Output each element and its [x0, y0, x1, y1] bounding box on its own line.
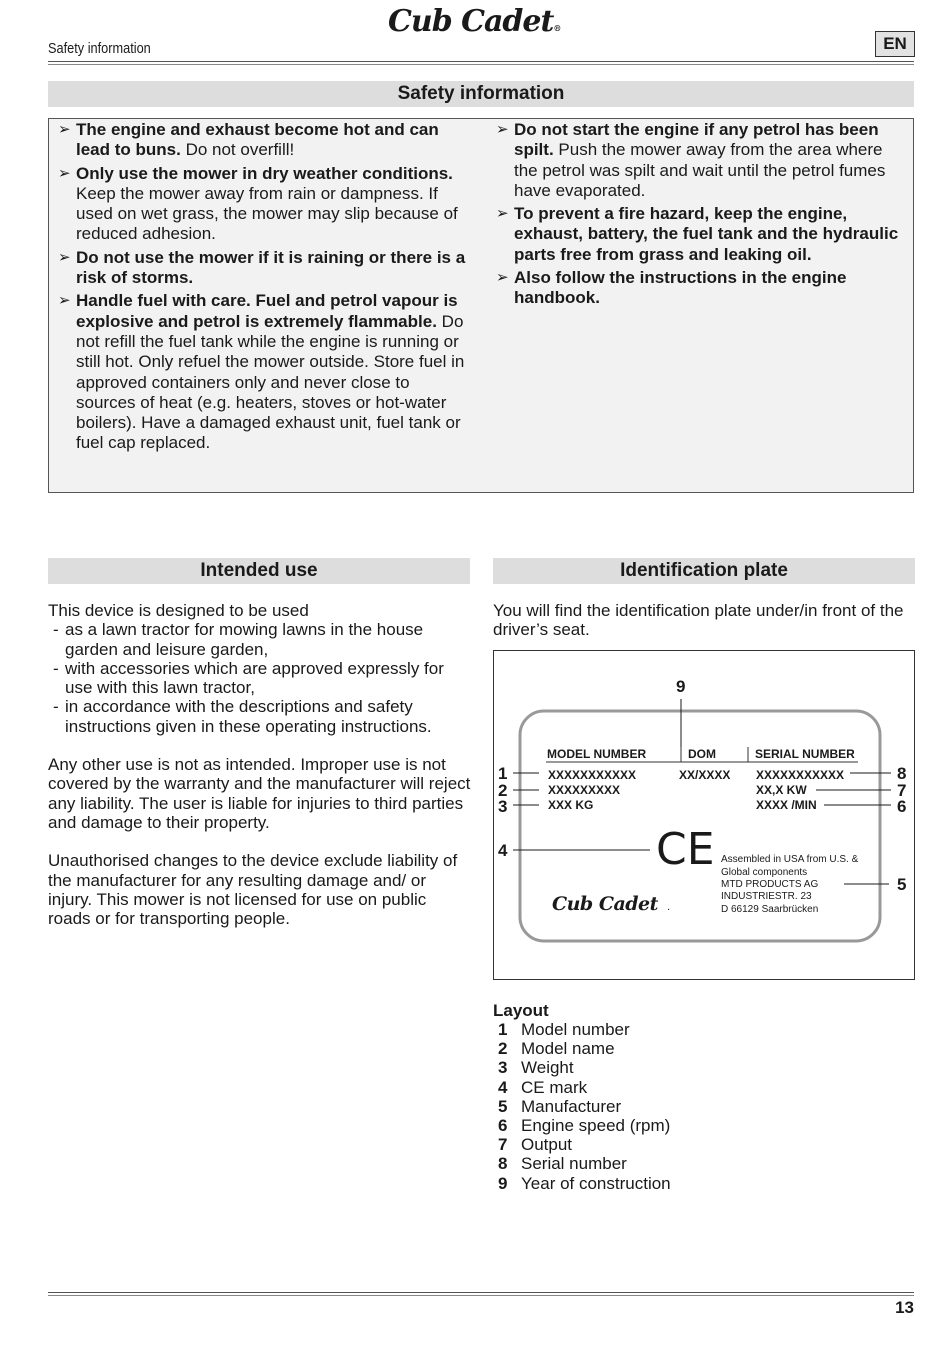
- header-section-label: Safety information: [48, 40, 151, 57]
- safety-right-column: [492, 120, 910, 312]
- layout-item: 7 Output: [498, 1135, 573, 1155]
- language-badge: EN: [875, 31, 915, 57]
- callout-7: 7: [897, 781, 907, 800]
- layout-title: Layout: [493, 1001, 549, 1020]
- layout-item: 3 Weight: [498, 1058, 574, 1078]
- safety-left-column: [54, 120, 472, 457]
- intended-use-title: Intended use: [48, 558, 470, 584]
- plate-serial-number-label: SERIAL NUMBER: [755, 747, 855, 761]
- callout-5: 5: [897, 875, 907, 894]
- layout-item: 2 Model name: [498, 1039, 615, 1059]
- footer-divider: [48, 1292, 914, 1293]
- intended-use-item: - in accordance with the descriptions and safety instructions given in these operating instructions.: [53, 697, 432, 736]
- plate-dom-label: DOM: [688, 747, 716, 761]
- header-divider: [48, 61, 914, 62]
- intended-use-item: - as a lawn tractor for mowing lawns in the house garden and leisure garden,: [53, 620, 424, 659]
- page-number: 13: [895, 1298, 914, 1317]
- intended-use-paragraph: Any other use is not as intended. Improper use is not covered by the warranty and the manufacturer will reject any liability. The user is liable for injuries to third parties and damage to their property.: [48, 755, 471, 832]
- header-divider-secondary: [48, 64, 914, 65]
- plate-output-value: XX,X KW: [756, 783, 807, 797]
- svg-text:Assembled in USA from U.S. &: Assembled in USA from U.S. &: [721, 854, 859, 865]
- registered-mark: ®: [553, 23, 561, 33]
- arrow-bullet-icon: ➢: [496, 205, 509, 223]
- callout-6: 6: [897, 797, 907, 816]
- layout-item: 9 Year of construction: [498, 1173, 671, 1193]
- callout-8: 8: [897, 764, 907, 783]
- svg-text:INDUSTRIESTR. 23: INDUSTRIESTR. 23: [721, 891, 812, 902]
- callout-4: 4: [498, 841, 508, 860]
- footer-divider-secondary: [48, 1295, 914, 1296]
- safety-section-title: Safety information: [48, 81, 914, 107]
- plate-model-number-value: XXXXXXXXXXX: [548, 768, 637, 782]
- layout-item: 4 CE mark: [498, 1077, 588, 1097]
- safety-bullet: ➢ Do not start the engine if any petrol has been spilt. Push the mower away from the area where the petrol was spilt and wait until the petrol fumes have evaporated.: [496, 120, 886, 200]
- callout-3: 3: [498, 797, 508, 816]
- safety-bullet: ➢ Do not use the mower if it is raining or there is a risk of storms.: [58, 247, 466, 288]
- intended-use-intro: This device is designed to be used: [48, 601, 309, 620]
- arrow-bullet-icon: ➢: [496, 269, 509, 287]
- plate-logo-mark: .: [667, 902, 671, 913]
- safety-bullet: ➢ Only use the mower in dry weather conditions. Keep the mower away from rain or dampness. If used on wet grass, the mower may slip because of reduced adhesion.: [58, 163, 458, 244]
- brand-logo: Cub Cadet®: [388, 4, 561, 39]
- layout-item: 6 Engine speed (rpm): [498, 1116, 671, 1136]
- safety-bullet: ➢ To prevent a fire hazard, keep the engine, exhaust, battery, the fuel tank and the hydraulic parts free from grass and leaking oil.: [496, 204, 899, 264]
- plate-serial-value: XXXXXXXXXXX: [756, 768, 845, 782]
- svg-text:Global components: Global components: [721, 867, 808, 878]
- plate-weight-value: XXX KG: [548, 798, 594, 812]
- identification-title: Identification plate: [493, 558, 915, 584]
- layout-list: [493, 1020, 671, 1193]
- ce-mark-icon: CE: [656, 824, 715, 875]
- layout-item: 1 Model number: [498, 1020, 630, 1039]
- safety-box: [48, 118, 914, 493]
- layout-item: 8 Serial number: [498, 1154, 627, 1174]
- intended-use-paragraph: Unauthorised changes to the device exclude liability of the manufacturer for any resulting damage and/ or injury. This mower is not licensed for use on public roads or for transporting people.: [48, 851, 458, 929]
- plate-model-name-value: XXXXXXXXX: [548, 783, 621, 797]
- plate-dom-value: XX/XXXX: [679, 768, 731, 782]
- callout-1: 1: [498, 764, 508, 783]
- identification-plate-diagram: [494, 651, 914, 979]
- intended-use-body: [48, 601, 472, 928]
- plate-speed-value: XXXX /MIN: [756, 798, 817, 812]
- arrow-bullet-icon: ➢: [58, 164, 71, 182]
- plate-model-number-label: MODEL NUMBER: [547, 747, 647, 761]
- arrow-bullet-icon: ➢: [58, 292, 71, 310]
- callout-9: 9: [676, 677, 686, 696]
- identification-intro: You will find the identification plate under/in front of the driver’s seat.: [493, 601, 904, 640]
- svg-text:MTD PRODUCTS AG: MTD PRODUCTS AG: [721, 879, 819, 890]
- safety-bullet: ➢ The engine and exhaust become hot and can lead to buns. Do not overfill!: [58, 120, 439, 160]
- arrow-bullet-icon: ➢: [58, 121, 71, 138]
- safety-bullet: ➢ Also follow the instructions in the engine handbook.: [496, 268, 847, 308]
- arrow-bullet-icon: ➢: [496, 121, 509, 138]
- callout-2: 2: [498, 781, 508, 800]
- svg-text:D 66129 Saarbrücken: D 66129 Saarbrücken: [721, 904, 819, 915]
- intended-use-item: - with accessories which are approved expressly for use with this lawn tractor,: [53, 658, 444, 698]
- safety-bullet: ➢ Handle fuel with care. Fuel and petrol vapour is explosive and petrol is extremely flammable. Do not refill the fuel tank while the engine is running or still hot. Only refuel the mower outside. Store fuel in approved containers only and never close to sources of heat (e.g. heaters, stoves or hot-water boilers). Have a damaged exhaust unit, fuel tank or fuel cap replaced.: [58, 291, 465, 453]
- arrow-bullet-icon: ➢: [58, 248, 71, 266]
- layout-item: 5 Manufacturer: [498, 1096, 622, 1116]
- plate-manufacturer-block: [721, 854, 859, 915]
- plate-brand-logo: Cub Cadet: [552, 893, 658, 915]
